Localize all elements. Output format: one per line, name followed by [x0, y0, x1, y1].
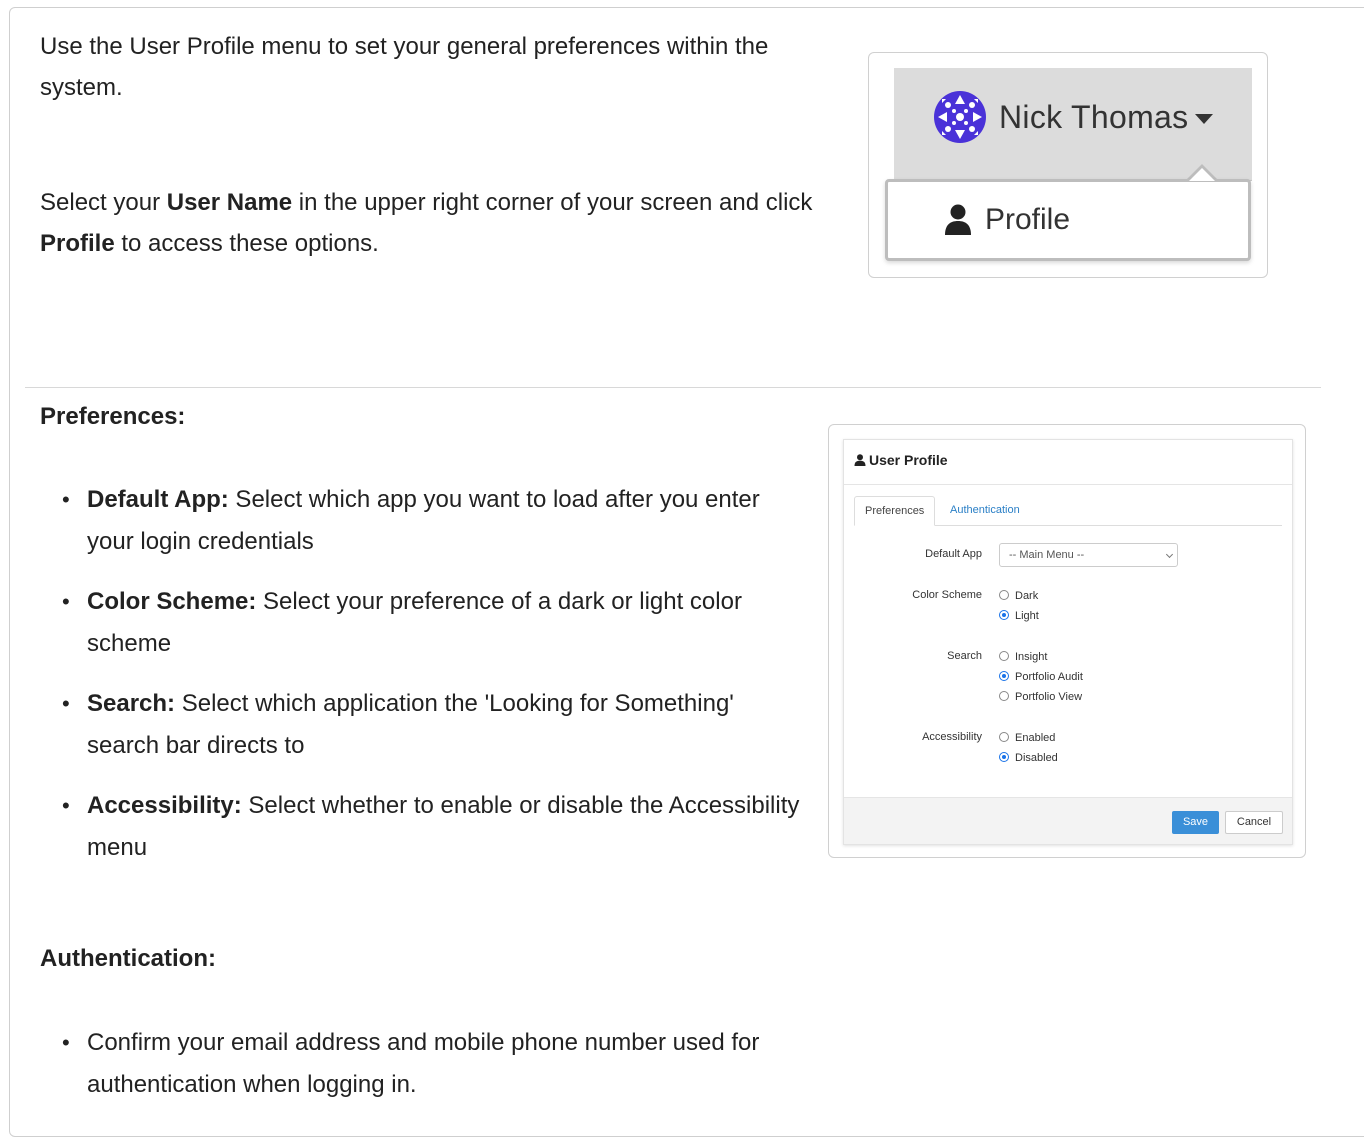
search-portfolio-audit-radio[interactable]	[999, 669, 1083, 685]
radio-selected-icon	[999, 752, 1009, 762]
user-icon	[854, 454, 866, 466]
section-divider	[25, 387, 1321, 388]
profile-label: Profile	[985, 203, 1071, 236]
save-button[interactable]: Save	[1172, 811, 1219, 834]
list-item-desc: Select whether to enable or disable the Accessibility menu	[87, 792, 800, 861]
cancel-button[interactable]: Cancel	[1225, 811, 1283, 834]
color-scheme-light-radio[interactable]	[999, 608, 1039, 624]
radio-icon	[999, 732, 1009, 742]
radio-label: Light	[1015, 610, 1039, 622]
radio-icon	[999, 590, 1009, 600]
accessibility-disabled-radio[interactable]	[999, 750, 1058, 766]
user-name-label: Nick Thomas	[999, 99, 1189, 135]
list-item-desc: Select your preference of a dark or light color scheme	[87, 588, 742, 657]
instruction-paragraph	[40, 182, 830, 264]
dialog-header-divider	[844, 484, 1292, 485]
color-scheme-label: Color Scheme	[912, 589, 982, 601]
instruction-text-3: to access these options.	[114, 230, 379, 257]
preferences-list	[62, 479, 802, 887]
radio-label: Insight	[1015, 651, 1048, 663]
instruction-text-2: in the upper right corner of your screen and click	[292, 189, 813, 216]
menu-pointer-inner	[1189, 168, 1215, 181]
user-profile-dialog	[843, 439, 1293, 845]
user-menu-screenshot	[868, 52, 1268, 278]
dialog-title	[854, 452, 948, 468]
radio-label: Dark	[1015, 590, 1039, 602]
list-item: • Confirm your email address and mobile phone number used for authentication when logging in.	[62, 1022, 802, 1105]
instruction-user-name: User Name	[166, 189, 293, 216]
radio-label: Portfolio View	[1015, 691, 1083, 703]
list-item-term: Search:	[87, 690, 176, 717]
caret-down-icon	[1195, 114, 1213, 124]
user-icon	[944, 204, 972, 236]
list-item	[62, 785, 802, 868]
search-insight-radio[interactable]	[999, 649, 1047, 665]
default-app-label: Default App	[925, 548, 982, 560]
radio-selected-icon	[999, 671, 1009, 681]
radio-label: Portfolio Audit	[1015, 671, 1083, 683]
radio-label: Disabled	[1015, 752, 1058, 764]
list-item-desc: Select which application the 'Looking for Something' search bar directs to	[87, 690, 734, 759]
instruction-profile: Profile	[40, 230, 115, 257]
profile-menu-item[interactable]	[885, 179, 1251, 261]
default-app-select[interactable]	[999, 543, 1178, 567]
accessibility-label: Accessibility	[922, 731, 982, 743]
list-item-term: Default App:	[87, 486, 229, 513]
list-item	[62, 479, 802, 562]
intro-paragraph: Use the User Profile menu to set your general preferences within the system.	[40, 33, 769, 101]
dialog-title-text: User Profile	[869, 452, 948, 468]
tab-preferences[interactable]: Preferences	[854, 496, 935, 526]
search-label: Search	[947, 650, 982, 662]
accessibility-enabled-radio[interactable]	[999, 730, 1055, 746]
list-item-term: Color Scheme:	[87, 588, 257, 615]
chevron-down-icon	[1166, 551, 1173, 558]
list-item	[62, 581, 802, 664]
search-portfolio-view-radio[interactable]	[999, 689, 1082, 705]
user-profile-dialog-screenshot	[828, 424, 1306, 858]
avatar	[934, 91, 986, 143]
radio-icon	[999, 651, 1009, 661]
default-app-value: -- Main Menu --	[1009, 549, 1085, 561]
instruction-text-1: Select your	[40, 189, 167, 216]
authentication-heading: Authentication:	[40, 945, 216, 972]
list-item-term: Accessibility:	[87, 792, 242, 819]
radio-label: Enabled	[1015, 732, 1056, 744]
color-scheme-dark-radio[interactable]	[999, 588, 1038, 604]
authentication-list	[62, 1022, 802, 1105]
radio-selected-icon	[999, 610, 1009, 620]
radio-icon	[999, 691, 1009, 701]
list-item	[62, 683, 802, 766]
preferences-heading: Preferences:	[40, 403, 186, 430]
list-item-desc: Select which app you want to load after you enter your login credentials	[87, 486, 760, 555]
dialog-footer	[844, 797, 1292, 844]
tab-authentication[interactable]: Authentication	[950, 504, 1020, 516]
